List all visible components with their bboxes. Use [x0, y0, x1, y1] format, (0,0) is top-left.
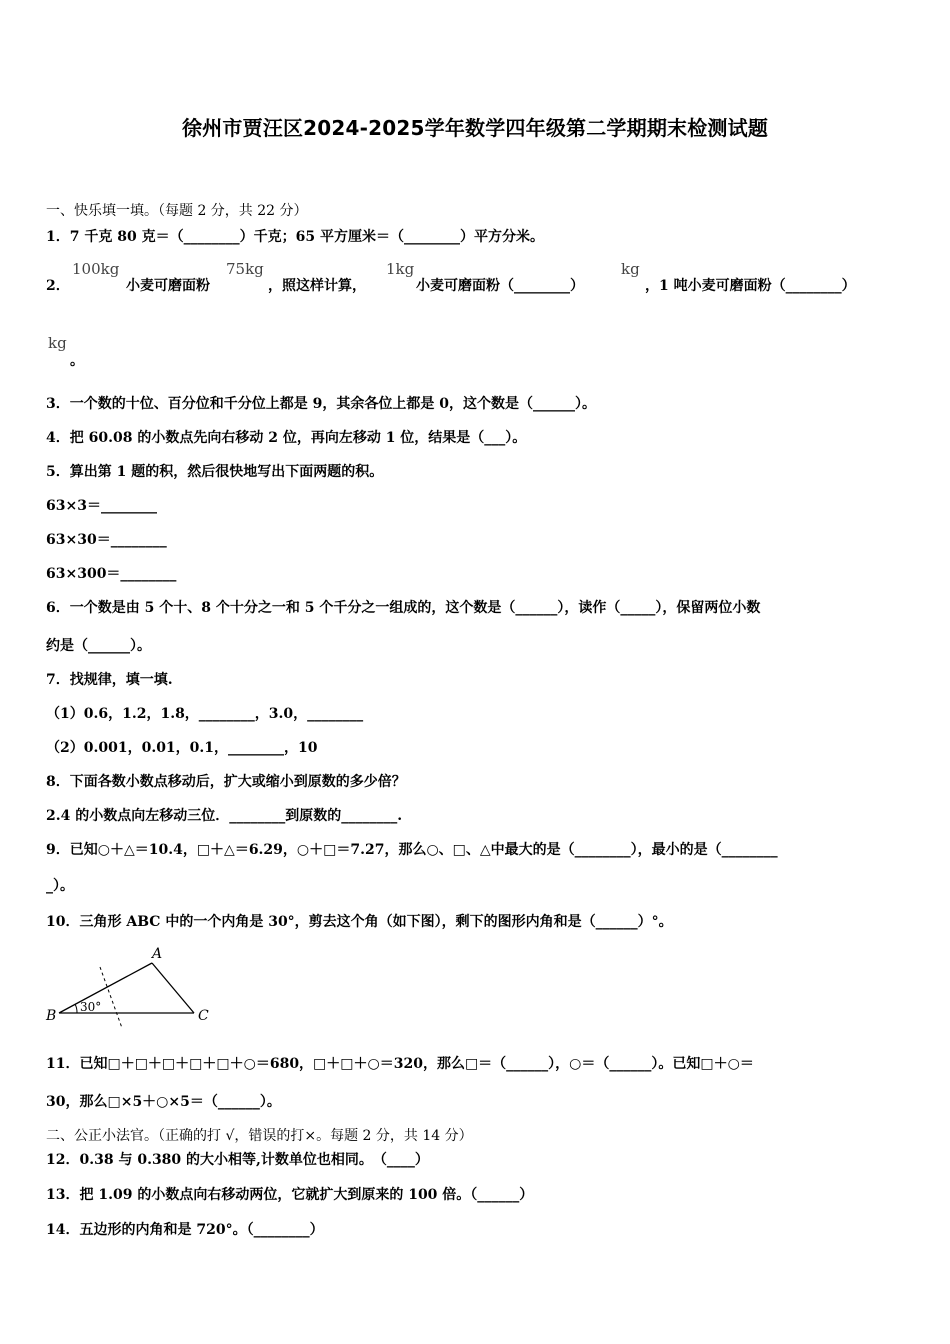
unit-kg-1: kg [621, 260, 640, 278]
question-2-text-c: 小麦可磨面粉（________） [416, 278, 584, 294]
question-11-line-2: 30，那么□×5＋○×5＝（______）。 [46, 1094, 281, 1110]
side-ab [59, 963, 152, 1013]
unit-kg-2: kg [48, 334, 67, 352]
question-1: 1．7 千克 80 克＝（________）千克；65 平方厘米＝（________）平方分米。 [46, 229, 544, 245]
question-2-end: 。 [70, 353, 84, 369]
question-7: 7．找规律，填一填. [46, 672, 173, 688]
label-c: C [198, 1008, 209, 1024]
question-13: 13．把 1.09 的小数点向右移动两位，它就扩大到原来的 100 倍。（______） [46, 1187, 534, 1203]
label-a: A [152, 946, 163, 962]
question-12: 12．0.38 与 0.380 的大小相等,计数单位也相同。 （____） [46, 1152, 429, 1168]
question-4: 4．把 60.08 的小数点先向右移动 2 位，再向左移动 1 位，结果是（___）。 [46, 430, 527, 446]
question-8-a: 2.4 的小数点向左移动三位．________到原数的________. [46, 808, 403, 824]
question-2-text-b: ，照这样计算， [268, 278, 366, 294]
question-9-line-2: _）。 [46, 878, 74, 894]
cut-line [100, 967, 122, 1028]
angle-label: 30° [80, 1000, 102, 1014]
page-title: 徐州市贾汪区2024-2025学年数学四年级第二学期期末检测试题 [181, 116, 769, 140]
question-7-2: （2）0.001，0.01，0.1，________，10 [46, 740, 318, 756]
unit-100kg: 100kg [72, 260, 120, 278]
section-2-heading: 二、公正小法官。（正确的打 √，错误的打×。每题 2 分，共 14 分） [46, 1128, 473, 1144]
question-14: 14．五边形的内角和是 720°。（________） [46, 1222, 324, 1238]
question-5-b: 63×30＝________ [46, 532, 167, 548]
question-7-1: （1）0.6，1.2，1.8，________，3.0，________ [46, 706, 364, 722]
question-8: 8．下面各数小数点移动后，扩大或缩小到原数的多少倍？ [46, 774, 406, 790]
section-1-heading: 一、快乐填一填。（每题 2 分，共 22 分） [46, 203, 308, 219]
question-6-line-2: 约是（______）。 [46, 638, 151, 654]
question-10: 10．三角形 ABC 中的一个内角是 30°，剪去这个角（如下图），剩下的图形内角和是（______）°。 [46, 914, 673, 930]
question-2-text-d: ，1 吨小麦可磨面粉（________） [645, 278, 856, 294]
unit-1kg: 1kg [386, 260, 415, 278]
question-5: 5．算出第 1 题的积，然后很快地写出下面两题的积。 [46, 464, 384, 480]
unit-75kg: 75kg [226, 260, 264, 278]
question-6-line-1: 6．一个数是由 5 个十、8 个十分之一和 5 个千分之一组成的，这个数是（______），读作（_____），保留两位小数 [46, 600, 761, 616]
question-11-line-1: 11．已知□＋□＋□＋□＋□＋○＝680，□＋□＋○＝320，那么□＝（______），○＝（______）。已知□＋○＝ [46, 1056, 754, 1072]
question-2-text-a: 小麦可磨面粉 [126, 278, 210, 294]
question-3: 3．一个数的十位、百分位和千分位上都是 9，其余各位上都是 0，这个数是（______）。 [46, 396, 596, 412]
question-9-line-1: 9．已知○＋△＝10.4，□＋△＝6.29，○＋□＝7.27，那么○、□、△中最大的是（________），最小的是（________ [46, 842, 778, 858]
question-2-number: 2． [46, 278, 70, 294]
question-5-c: 63×300＝________ [46, 566, 177, 582]
triangle-abc-figure [44, 942, 224, 1032]
angle-arc [75, 1004, 77, 1013]
question-5-a: 63×3＝________ [46, 498, 157, 514]
side-ac [152, 963, 194, 1013]
label-b: B [46, 1008, 57, 1024]
